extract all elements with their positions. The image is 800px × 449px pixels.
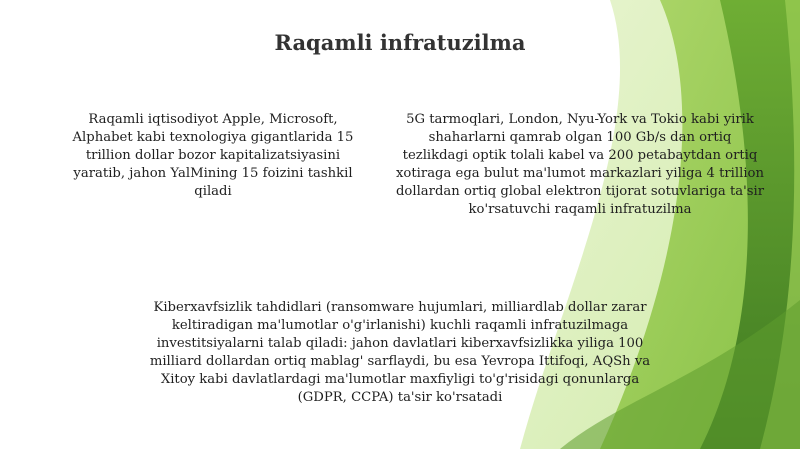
slide-title: Raqamli infratuzilma	[274, 30, 526, 55]
paragraph-cybersecurity: Kiberxavfsizlik tahdidlari (ransomware hujumlari, milliardlab dollar zarar keltiradigan ma'lumotlar o'g'irlanishi) kuchli raqamli infratuzilmaga investitsiyalarni talab qiladi: jahon davlatlari kiberxavfsizlikka yiliga 100 milliard dollardan ortiq mablag' sarflaydi, bu esa Yevropa Ittifoqi, AQSh va Xitoy kabi davlatlardagi ma'lumotlar maxfiyligi to'g'risidagi qonunlarga (GDPR, CCPA) ta'sir ko'rsatadi	[149, 300, 651, 405]
paragraph-digital-economy: Raqamli iqtisodiyot Apple, Microsoft, Alphabet kabi texnologiya gigantlarida 15 trillion dollar bozor kapitalizatsiyasini yaratib, jahon YalMining 15 foizini tashkil qiladi	[72, 112, 354, 199]
paragraph-digital-infrastructure: 5G tarmoqlari, London, Nyu-York va Tokio kabi yirik shaharlarni qamrab olgan 100 Gb/s dan ortiq tezlikdagi optik tolali kabel va 200 petabaytdan ortiq xotiraga ega bulut ma'lumot markazlari yiliga 4 trillion dollardan ortiq global elektron tijorat sotuvlariga ta'sir ko'rsatuvchi raqamli infratuzilma	[395, 112, 765, 217]
